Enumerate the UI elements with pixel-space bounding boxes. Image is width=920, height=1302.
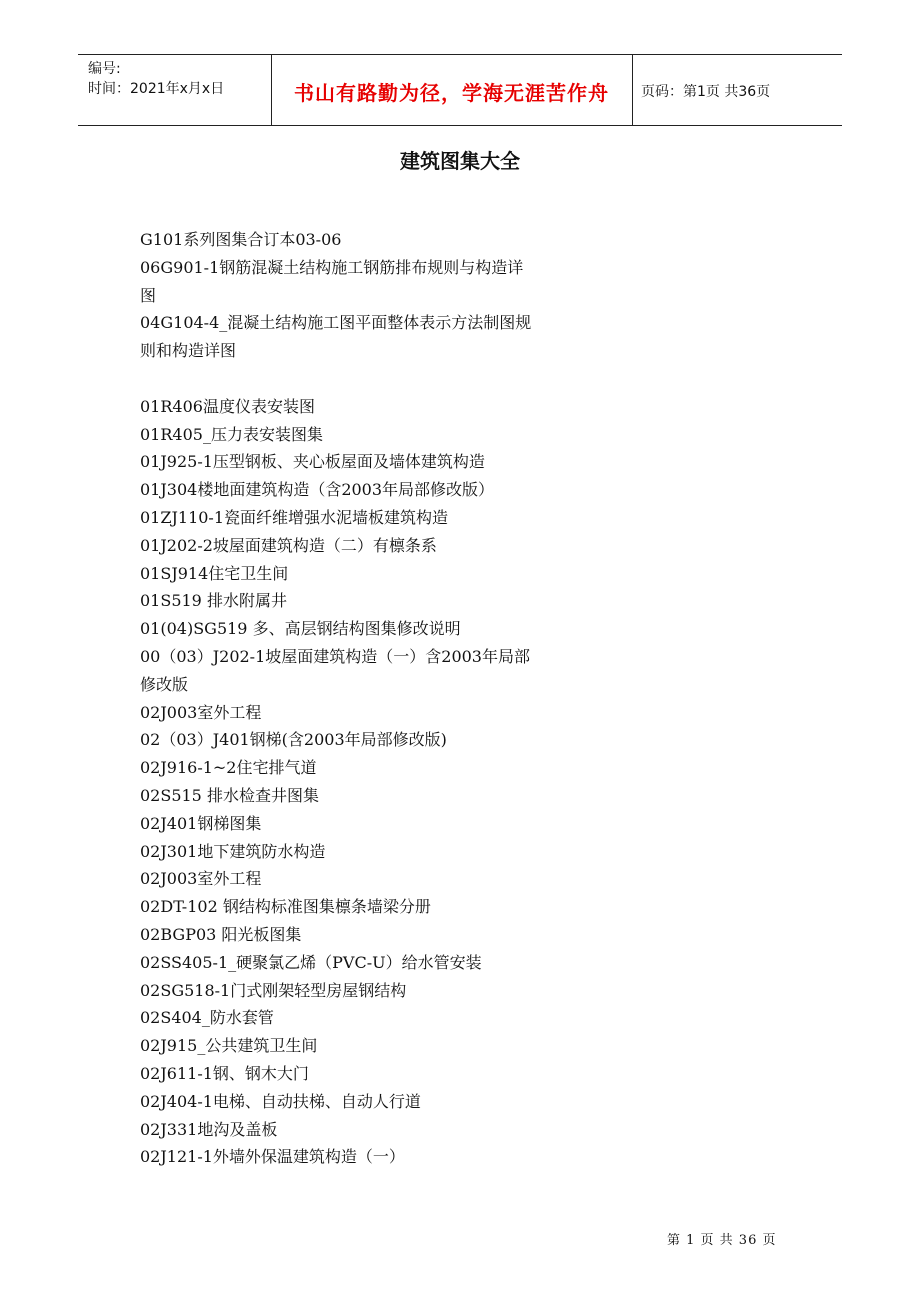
atlas-list-line: 01ZJ110-1瓷面纤维增强水泥墙板建筑构造: [140, 507, 449, 527]
atlas-list-line: 02SG518-1门式刚架轻型房屋钢结构: [140, 980, 407, 1000]
atlas-list-line: 02SS405-1_硬聚氯乙烯（PVC-U）给水管安装: [140, 952, 482, 972]
atlas-list-line: 02J401钢梯图集: [140, 813, 262, 833]
atlas-list-line: 04G104-4_混凝土结构施工图平面整体表示方法制图规: [140, 313, 532, 333]
atlas-list-line: 02J003室外工程: [140, 702, 262, 722]
atlas-list-line: 02J301地下建筑防水构造: [140, 841, 326, 861]
atlas-list-line: 02J121-1外墙外保温建筑构造（一）: [140, 1147, 405, 1167]
atlas-list-line: 02J404-1电梯、自动扶梯、自动人行道: [140, 1091, 421, 1111]
atlas-list-line: 02S515 排水检查井图集: [140, 785, 319, 805]
page-header: [78, 54, 842, 126]
document-number-label: 编号:: [88, 61, 121, 77]
atlas-list-line: 02S404_防水套管: [140, 1008, 274, 1028]
atlas-list-line: 02J915_公共建筑卫生间: [140, 1036, 318, 1056]
atlas-list-line: 图: [140, 285, 157, 305]
atlas-list-line: 02J916-1~2住宅排气道: [140, 758, 317, 778]
document-date-label: 时间：2021年x月x日: [88, 81, 225, 97]
atlas-list-line: 02（03）J401钢梯(含2003年局部修改版): [140, 730, 447, 750]
page-footer: 第 1 页 共 36 页: [667, 1233, 777, 1248]
atlas-list-line: 01S519 排水附属井: [140, 591, 287, 611]
blank-line: [140, 365, 600, 393]
atlas-list-line: 01J304楼地面建筑构造（含2003年局部修改版）: [140, 480, 495, 500]
atlas-list-line: 06G901-1钢筋混凝土结构施工钢筋排布规则与构造详: [140, 257, 524, 277]
atlas-list-line: 02J331地沟及盖板: [140, 1119, 278, 1139]
atlas-list-line: 02J611-1钢、钢木大门: [140, 1063, 309, 1083]
atlas-list-line: 01SJ914住宅卫生间: [140, 563, 289, 583]
atlas-list-line: 01J925-1压型钢板、夹心板屋面及墙体建筑构造: [140, 452, 485, 472]
atlas-list-line: 01(04)SG519 多、高层钢结构图集修改说明: [140, 619, 461, 639]
atlas-list: [140, 226, 600, 1171]
atlas-list-line: G101系列图集合订本03-06: [140, 230, 342, 249]
atlas-list-line: 00（03）J202-1坡屋面建筑构造（一）含2003年局部: [140, 646, 530, 666]
atlas-list-line: 02DT-102 钢结构标准图集檩条墙梁分册: [140, 897, 431, 917]
atlas-list-line: 修改版: [140, 674, 189, 694]
atlas-list-line: 02J003室外工程: [140, 869, 262, 889]
atlas-list-line: 02BGP03 阳光板图集: [140, 924, 302, 944]
header-motto-cell: [271, 55, 633, 125]
atlas-list-line: 则和构造详图: [140, 341, 237, 361]
header-motto: 书山有路勤为径，学海无涯苦作舟: [294, 81, 609, 105]
atlas-list-line: 01J202-2坡屋面建筑构造（二）有檩条系: [140, 535, 437, 555]
header-page-cell: [633, 55, 842, 125]
atlas-list-line: 01R405_压力表安装图集: [140, 424, 323, 444]
document-title: 建筑图集大全: [400, 149, 520, 173]
header-meta-cell: [78, 55, 272, 125]
header-page-info: 页码：第1页 共36页: [641, 84, 771, 100]
atlas-list-line: 01R406温度仪表安装图: [140, 396, 315, 416]
